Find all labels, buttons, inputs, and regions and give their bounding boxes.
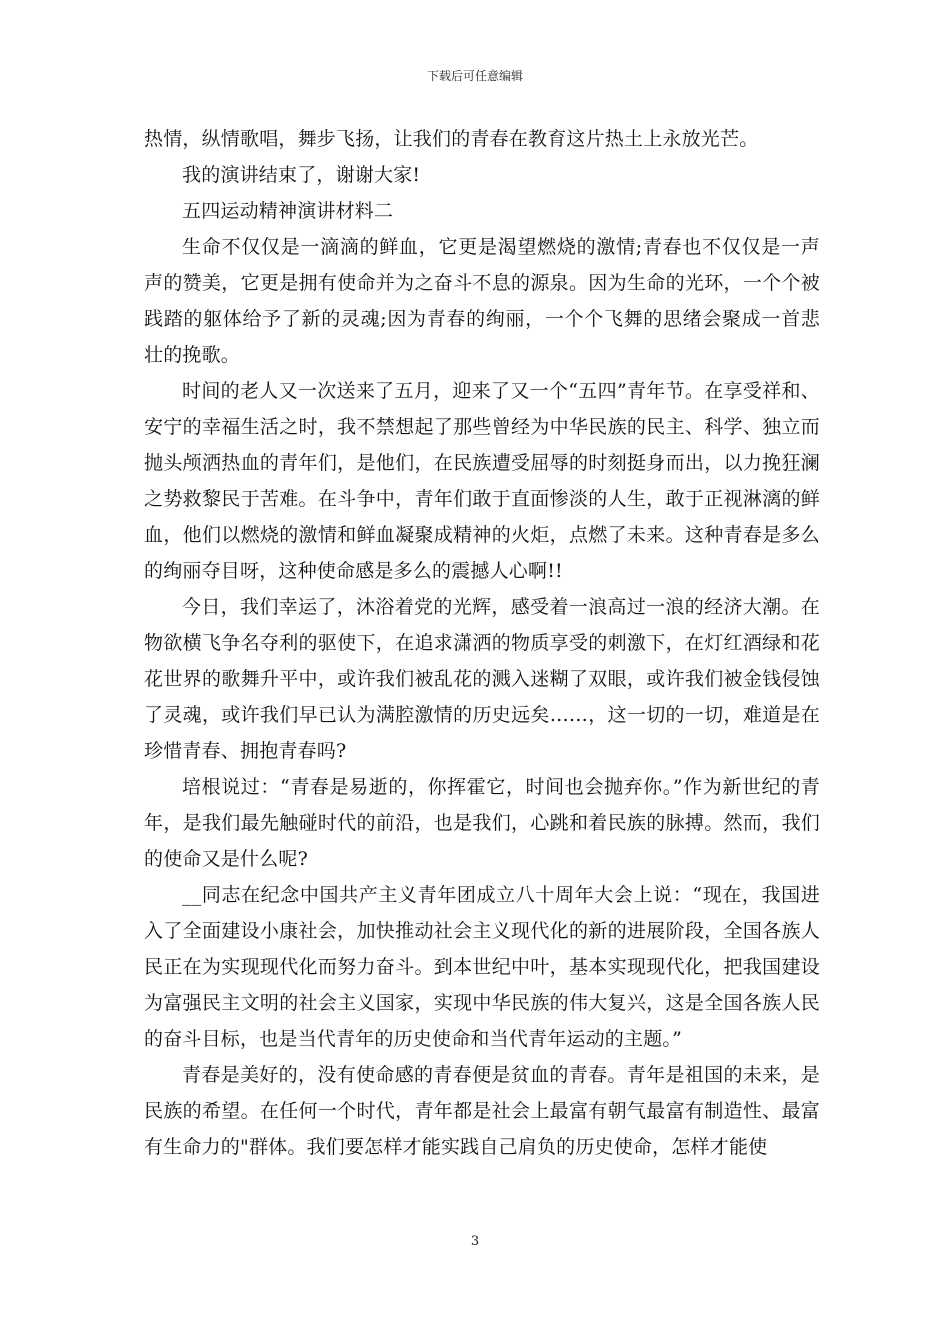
paragraph: __同志在纪念中国共产主义青年团成立八十周年大会上说：“现在，我国进入了全面建设小康社会，加快推动社会主义现代化的新的进展阶段，全国各族人民正在为实现现代化而努力奋斗。到本世纪中叶，基本实现现代化，把我国建设为富强民主文明的社会主义国家，实现中华民族的伟大复兴，这是全国各族人民的奋斗目标，也是当代青年的历史使命和当代青年运动的主题。” xyxy=(144,884,820,1050)
section-title: 五四运动精神演讲材料二 xyxy=(182,200,394,222)
paragraph: 生命不仅仅是一滴滴的鲜血，它更是渴望燃烧的激情;青春也不仅仅是一声声的赞美，它更是拥有使命并为之奋斗不息的源泉。因为生命的光环，一个个被践踏的躯体给予了新的灵魂;因为青春的绚丽，一个个飞舞的思绪会聚成一首悲壮的挽歌。 xyxy=(144,236,820,366)
page-number: 3 xyxy=(470,1234,480,1249)
paragraph: 时间的老人又一次送来了五月，迎来了又一个“五四”青年节。在享受祥和、安宁的幸福生活之时，我不禁想起了那些曾经为中华民族的民主、科学、独立而抛头颅洒热血的青年们，是他们，在民族遭受屈辱的时刻挺身而出，以力挽狂澜之势救黎民于苦难。在斗争中，青年们敢于直面惨淡的人生，敢于正视淋漓的鲜血，他们以燃烧的激情和鲜血凝聚成精神的火炬，点燃了未来。这种青春是多么的绚丽夺目呀，这种使命感是多么的震撼人心啊!! xyxy=(144,380,820,582)
paragraph: 青春是美好的，没有使命感的青春便是贫血的青春。青年是祖国的未来，是民族的希望。在任何一个时代，青年都是社会上最富有朝气最富有制造性、最富有生命力的"群体。我们要怎样才能实践自己肩负的历史使命，怎样才能使 xyxy=(144,1064,820,1158)
page-header: 下载后可任意编辑 xyxy=(426,69,523,83)
paragraph: 今日，我们幸运了，沐浴着党的光辉，感受着一浪高过一浪的经济大潮。在物欲横飞争名夺利的驱使下，在追求潇洒的物质享受的刺激下，在灯红酒绿和花花世界的歌舞升平中，或许我们被乱花的溅入迷糊了双眼，或许我们被金钱侵蚀了灵魂，或许我们早已认为满腔激情的历史远矣……，这一切的一切，难道是在珍惜青春、拥抱青春吗? xyxy=(144,596,820,762)
paragraph-continuation: 热情，纵情歌唱，舞步飞扬，让我们的青春在教育这片热土上永放光芒。 xyxy=(144,128,759,150)
paragraph-closing: 我的演讲结束了，谢谢大家! xyxy=(182,164,421,186)
body-text xyxy=(144,121,820,1165)
paragraph: 培根说过：“青春是易逝的，你挥霍它，时间也会抛弃你。”作为新世纪的青年，是我们最先触碰时代的前沿，也是我们，心跳和着民族的脉搏。然而，我们的使命又是什么呢? xyxy=(144,776,820,870)
